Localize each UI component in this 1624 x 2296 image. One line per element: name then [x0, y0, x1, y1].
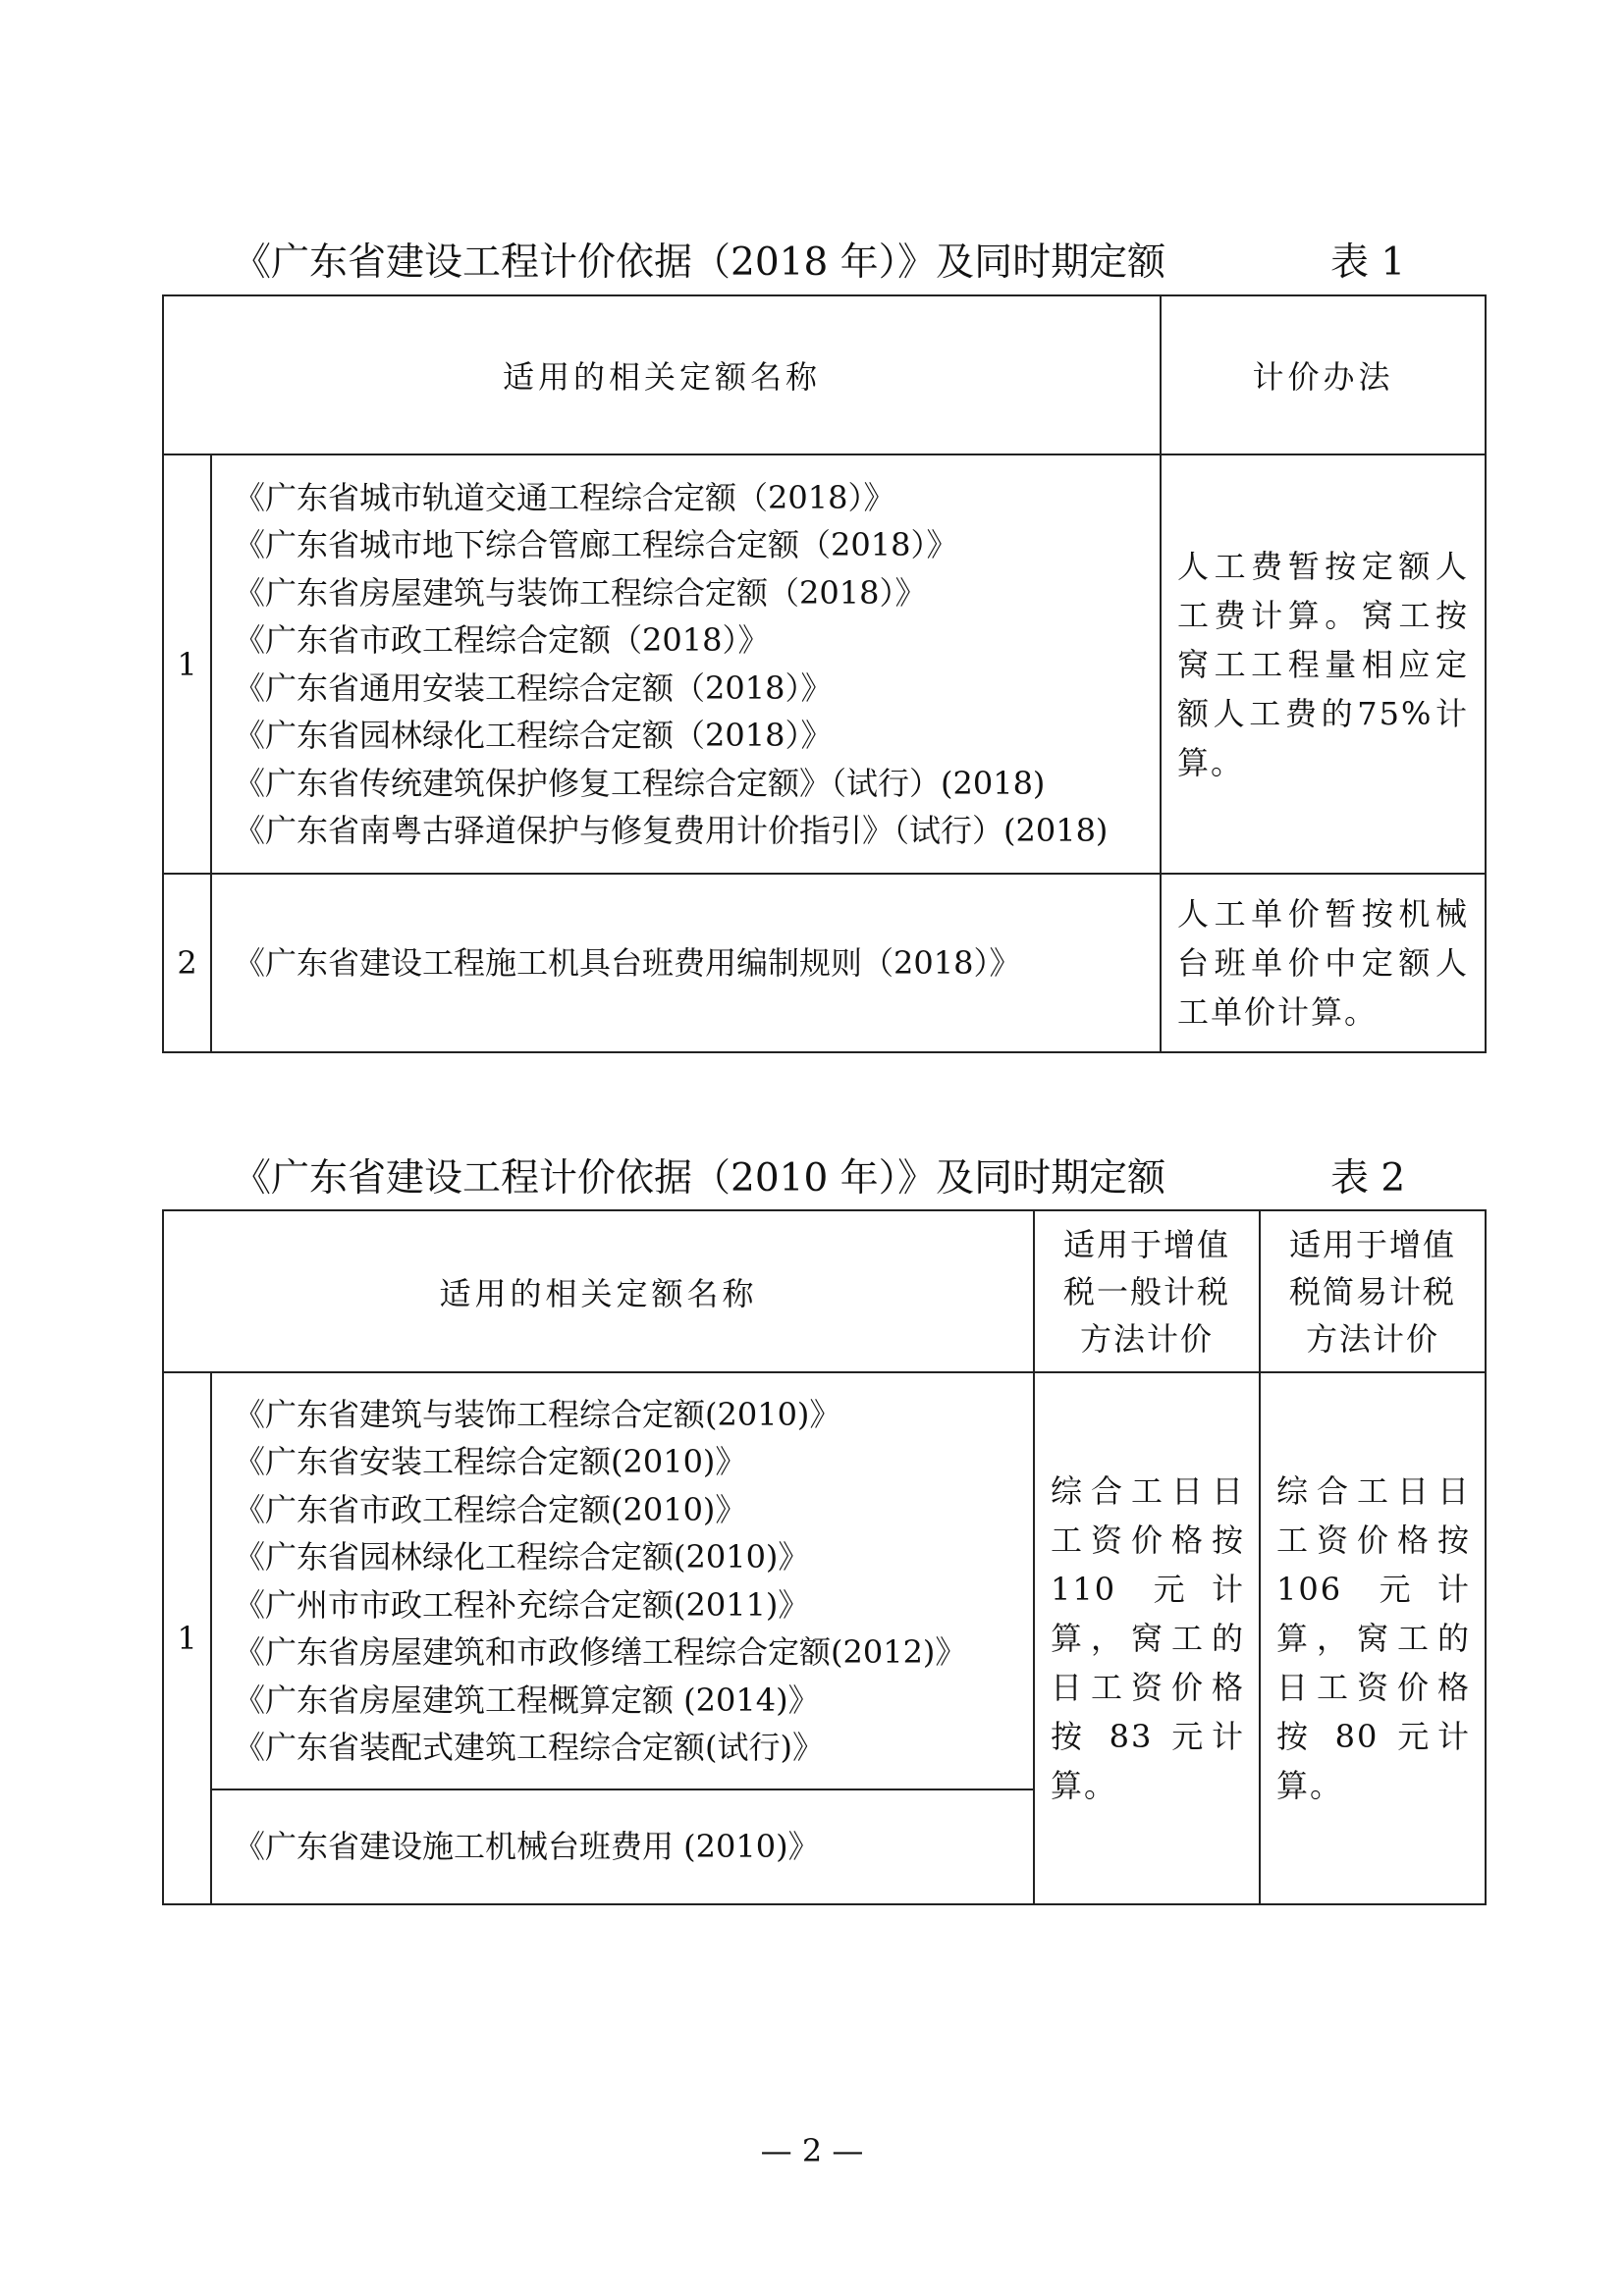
simple-tax-method: 综合工日日工资价格按 106 元计算，窝工的日工资价格按 80 元计算。: [1260, 1372, 1486, 1904]
list-item: 《广东省建筑与装饰工程综合定额(2010)》: [234, 1395, 841, 1433]
list-item: 《广州市市政工程补充综合定额(2011)》: [234, 1585, 810, 1624]
pricing-method: 人工单价暂按机械台班单价中定额人工单价计算。: [1161, 874, 1486, 1052]
row-index: 2: [163, 874, 211, 1052]
table-row: [163, 1372, 1486, 1789]
list-item: 《广东省装配式建筑工程综合定额(试行)》: [234, 1729, 824, 1766]
list-item: 《广东省市政工程综合定额(2010)》: [234, 1490, 747, 1528]
pricing-method: 人工费暂按定额人工费计算。窝工按窝工工程量相应定额人工费的75%计算。: [1161, 454, 1486, 874]
quota-list: [211, 874, 1161, 1052]
list-item: 《广东省城市地下综合管廊工程综合定额（2018）》: [234, 526, 958, 563]
quota-list: [211, 1789, 1034, 1904]
list-item: 《广东省安装工程综合定额(2010)》: [234, 1443, 747, 1480]
general-tax-method: 综合工日日工资价格按 110 元计算，窝工的日工资价格按 83 元计算。: [1034, 1372, 1260, 1904]
table1-header-name: 适用的相关定额名称: [163, 295, 1161, 454]
row-index: 1: [163, 454, 211, 874]
list-item: 《广东省市政工程综合定额（2018）》: [234, 621, 770, 659]
list-item: 《广东省建设工程施工机具台班费用编制规则（2018）》: [234, 943, 1021, 982]
table1-header-method: 计价办法: [1161, 295, 1486, 454]
quota-list: [211, 454, 1161, 874]
table2-header-row: [163, 1210, 1486, 1372]
list-item: 《广东省房屋建筑和市政修缮工程综合定额(2012)》: [234, 1633, 967, 1671]
quota-list: [211, 1372, 1034, 1789]
table-row: [163, 454, 1486, 874]
table1-title: 《广东省建设工程计价依据（2018 年）》及同时期定额: [233, 240, 1166, 285]
table2-header-general: 适用于增值税一般计税方法计价: [1034, 1210, 1260, 1372]
row-index: 1: [163, 1372, 211, 1904]
table1-caption: [162, 229, 1488, 297]
list-item: 《广东省房屋建筑与装饰工程综合定额（2018）》: [234, 573, 927, 612]
list-item: 《广东省传统建筑保护修复工程综合定额》（试行）(2018): [234, 764, 1046, 802]
table2-header-name: 适用的相关定额名称: [163, 1210, 1034, 1372]
list-item: 《广东省园林绿化工程综合定额(2010)》: [234, 1538, 810, 1575]
table2-title: 《广东省建设工程计价依据（2010 年）》及同时期定额: [233, 1156, 1166, 1201]
table1: [162, 294, 1487, 1053]
list-item: 《广东省园林绿化工程综合定额（2018）》: [234, 717, 833, 754]
list-item: 《广东省通用安装工程综合定额（2018）》: [234, 668, 833, 707]
list-item: 《广东省房屋建筑工程概算定额 (2014)》: [234, 1681, 820, 1719]
list-item: 《广东省城市轨道交通工程综合定额（2018）》: [234, 478, 895, 516]
list-item: 《广东省建设施工机械台班费用 (2010)》: [234, 1828, 820, 1866]
table-row: [163, 874, 1486, 1052]
page-number: — 2 —: [760, 2132, 864, 2169]
table2-header-simple: 适用于增值税简易计税方法计价: [1260, 1210, 1486, 1372]
table2-number: 表 2: [1330, 1156, 1406, 1201]
table2-caption: [162, 1145, 1488, 1213]
table1-header-row: [163, 295, 1486, 454]
list-item: 《广东省南粤古驿道保护与修复费用计价指引》（试行）(2018): [234, 812, 1109, 849]
table2: [162, 1209, 1487, 1905]
table1-number: 表 1: [1330, 240, 1406, 285]
